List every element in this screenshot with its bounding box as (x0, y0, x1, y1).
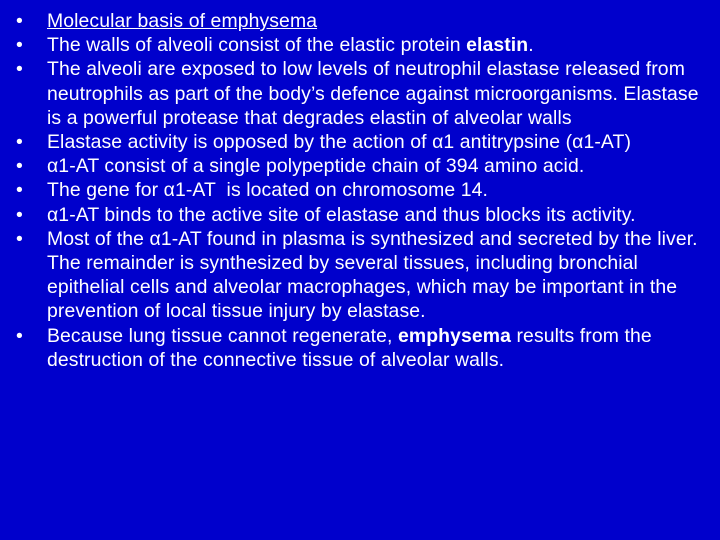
bullet-icon: • (16, 227, 23, 250)
bullet-text: The alveoli are exposed to low levels of neutrophil elastase released from neutrophils as part of the body’s defence against microorganisms. Elastase is a powerful protease that degrades elastin of alveolar walls (47, 58, 699, 129)
bullet-icon: • (16, 58, 23, 81)
bullet-text-bold: elastin (466, 34, 529, 57)
bullet-text: The gene for α1-AT is located on chromosome 14. (47, 179, 489, 202)
slide-title: Molecular basis of emphysema (47, 10, 318, 32)
bullet-text: The walls of alveoli consist of the elastic protein (47, 34, 467, 57)
bullet-icon: • (16, 34, 23, 57)
bullet-text: Most of the α1-AT found in plasma is synthesized and secreted by the liver. The remainder is synthesized by several tissues, including bronchial epithelial cells and alveolar macrophages, which may be important in the prevention of local tissue injury by elastase. (47, 227, 698, 323)
bullet-text: results from the destruction of the connective tissue of alveolar walls. (47, 324, 652, 371)
bullet-text: α1-AT consist of a single polypeptide chain of 394 amino acid. (47, 155, 585, 178)
bullet-item-title (16, 9, 708, 33)
bullet-text: α1-AT binds to the active site of elastase and thus blocks its activity. (47, 203, 636, 226)
bullet-item (16, 33, 708, 57)
bullet-icon: • (16, 179, 23, 202)
bullet-icon: • (16, 155, 23, 178)
bullet-icon: • (16, 203, 23, 226)
bullet-icon: • (16, 131, 23, 154)
bullet-text-bold: emphysema (398, 324, 512, 347)
bullet-item (16, 203, 708, 227)
bullet-item (16, 57, 708, 130)
bullet-item (16, 324, 708, 372)
bullet-icon: • (16, 10, 23, 32)
bullet-item (16, 154, 708, 178)
bullet-list (16, 9, 708, 372)
bullet-text: Elastase activity is opposed by the action of α1 antitrypsine (α1-AT) (47, 131, 632, 154)
bullet-text: . (528, 34, 534, 57)
bullet-item (16, 178, 708, 202)
bullet-item (16, 130, 708, 154)
bullet-icon: • (16, 324, 23, 347)
bullet-text: Because lung tissue cannot regenerate, (47, 324, 399, 347)
bullet-item (16, 227, 708, 324)
